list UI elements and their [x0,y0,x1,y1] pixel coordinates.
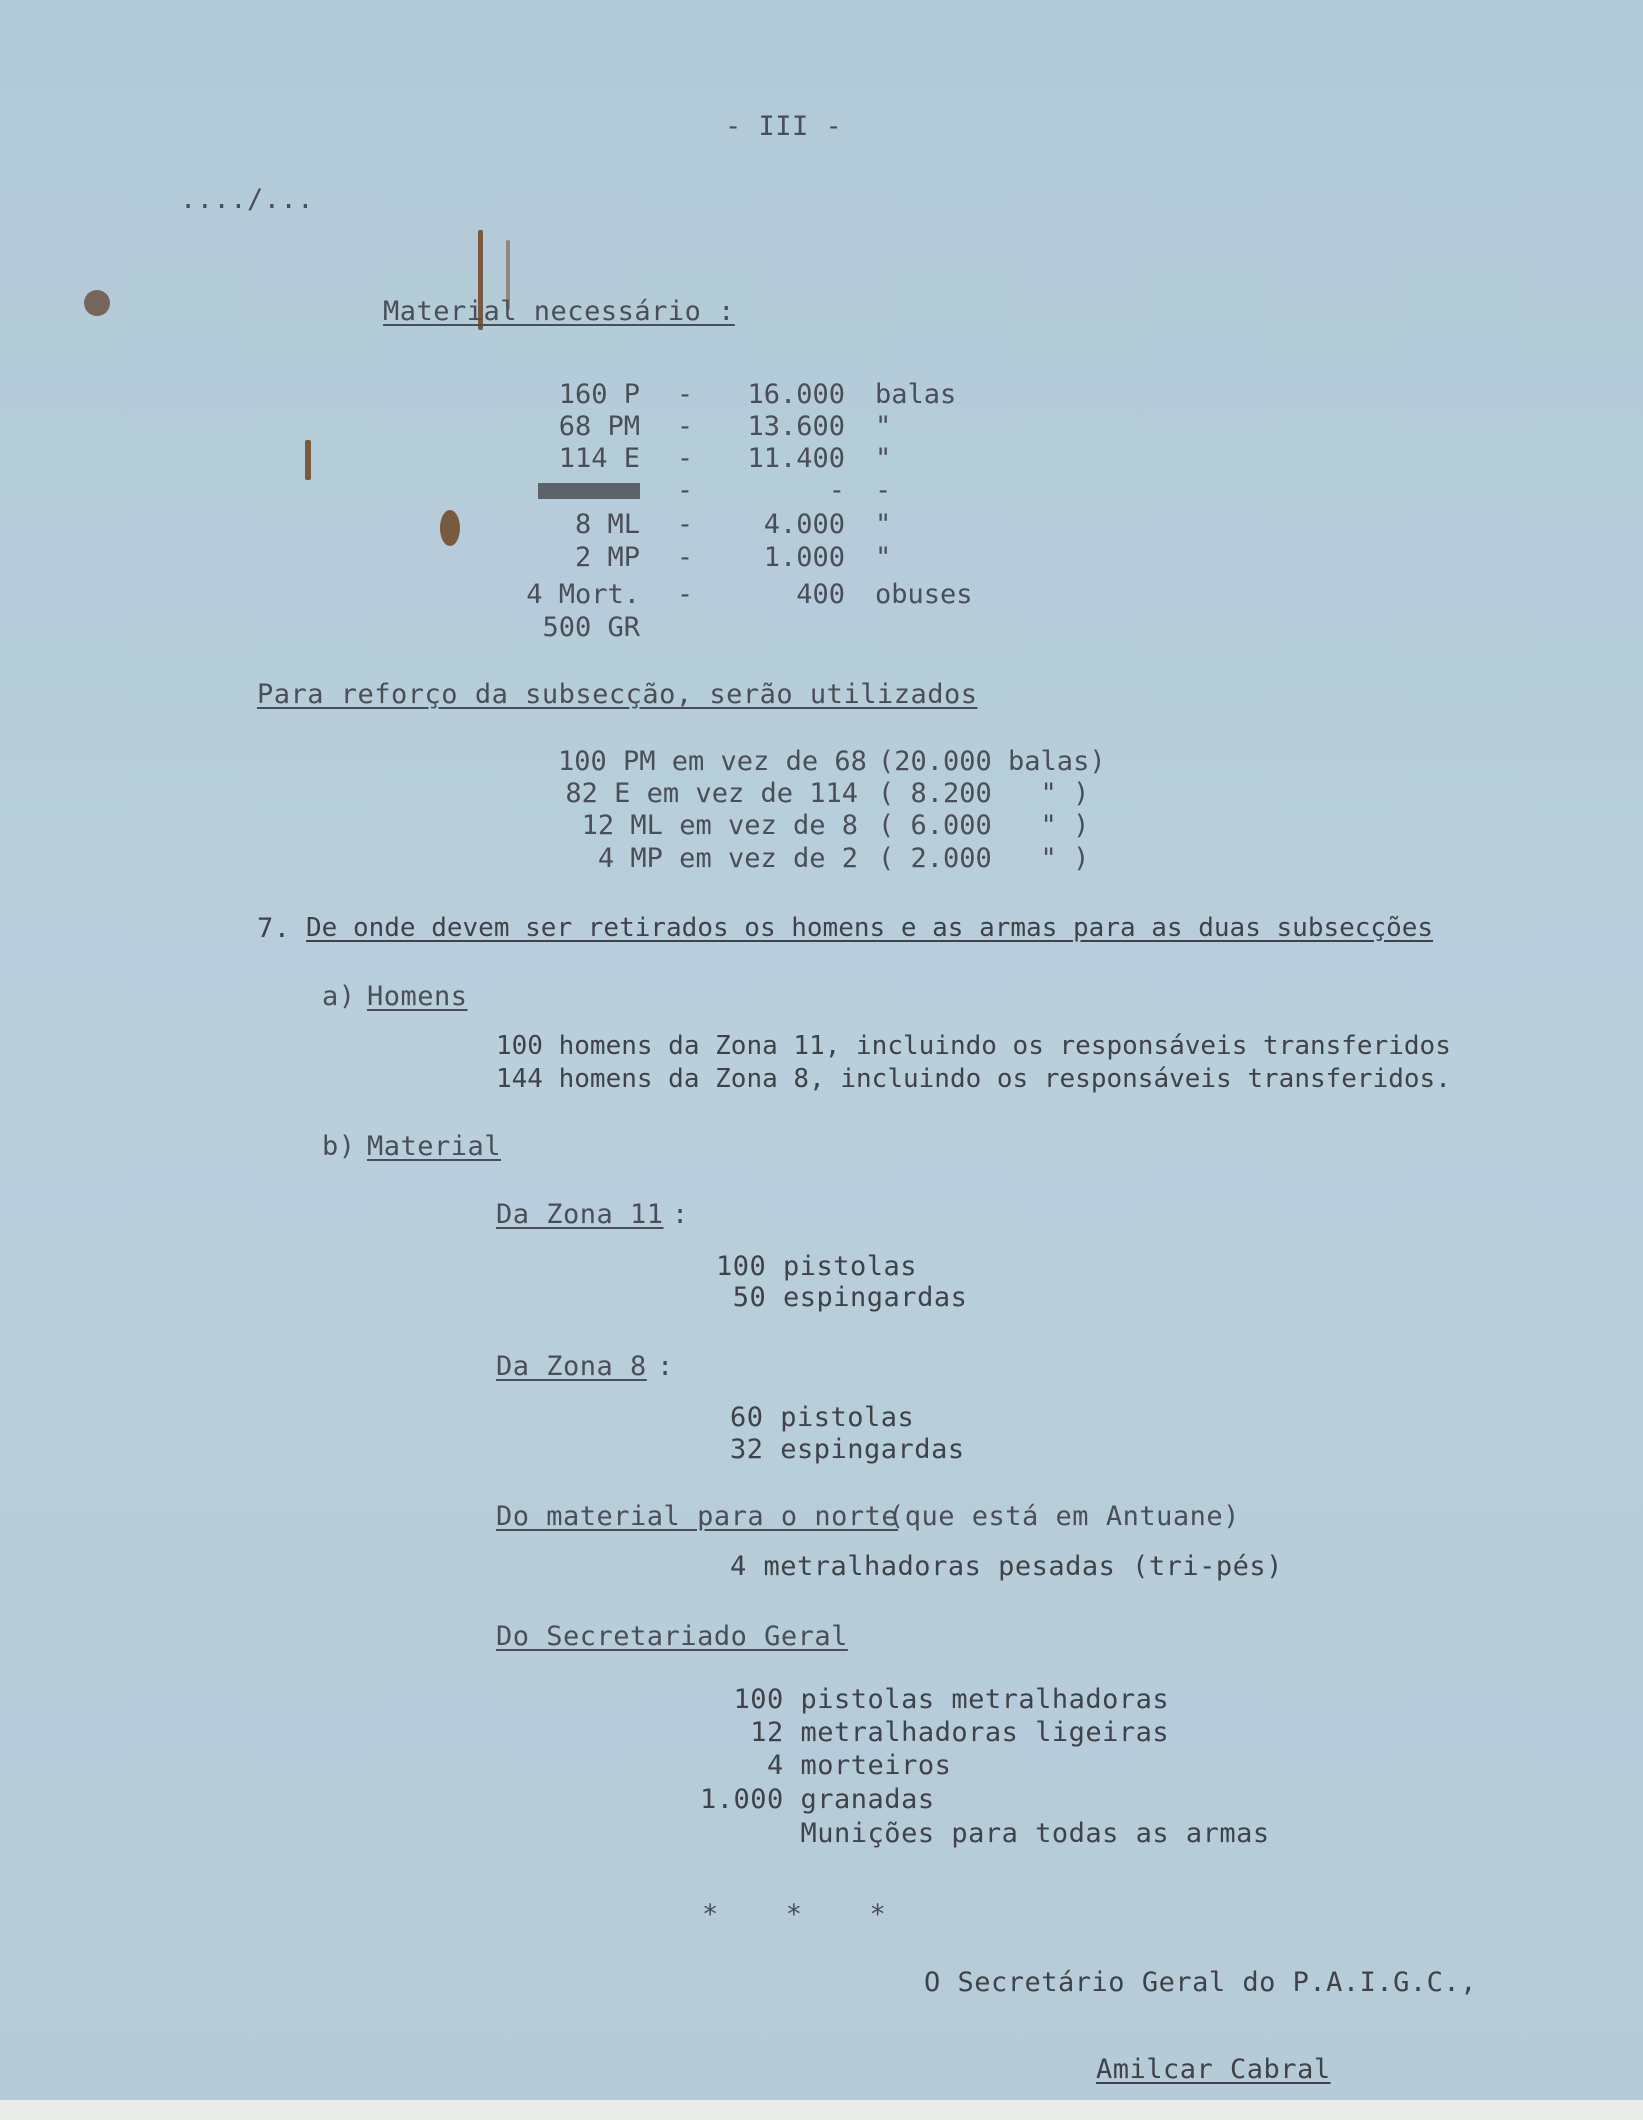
secretariado-item: Munições para todas as armas [700,1818,1270,1849]
reforco-row [558,745,1148,778]
ink-stain [84,290,110,316]
page-number: - III - [725,111,843,142]
material-amount: 4.000 [763,509,845,540]
material-dash: - [676,542,694,573]
material-amount: 1.000 [763,542,845,573]
material-dash: - [676,475,694,506]
zona11-colon: : [672,1199,689,1230]
zona11-title: Da Zona 11 [496,1199,664,1230]
section-title: De onde devem ser retirados os homens e as armas para as duas subsecções [306,913,1434,943]
material-unit: " [875,411,892,442]
zona8-item: 32 espingardas [730,1434,965,1465]
material-unit: " [875,509,892,540]
material-unit: " [875,542,892,573]
material-amount: 11.400 [747,443,845,474]
reforco-row [558,809,1148,842]
scan-edge [0,2100,1643,2120]
material-qty: 500 GR [542,612,640,643]
reforco-left: 100 PM em vez de 68 [558,746,867,777]
material-row [510,378,995,411]
material-unit: " [875,443,892,474]
rust-mark [440,510,460,546]
subsection-a-title: Homens [367,981,468,1012]
material-unit: - [875,475,892,506]
material-title: Material necessário : [383,296,735,327]
material-row [510,611,640,644]
material-row [510,578,995,611]
strikeout-block [538,483,640,499]
material-qty: 114 E [558,443,640,474]
zona11-item: 50 espingardas [716,1282,968,1313]
material-dash: - [676,579,694,610]
material-row [510,410,995,443]
secretariado-item: 12 metralhadoras ligeiras [700,1717,1170,1748]
reforco-left: 12 ML em vez de 8 [581,810,858,841]
material-row [510,508,995,541]
material-row [510,442,995,475]
material-qty: 160 P [558,379,640,410]
material-unit: obuses [875,579,973,610]
subsection-b-title: Material [367,1131,502,1162]
reforco-right: ( 6.000 " ) [878,810,1090,841]
zona8-title: Da Zona 8 [496,1351,647,1382]
reforco-title: Para reforço da subsecção, serão utilizados [257,679,978,710]
secretariado-item: 100 pistolas metralhadoras [700,1684,1170,1715]
material-dash: - [676,509,694,540]
material-qty: 4 Mort. [526,579,640,610]
reforco-row [558,777,1148,810]
signature-title: O Secretário Geral do P.A.I.G.C., [924,1967,1477,1998]
material-amount: - [828,475,845,506]
norte-item: 4 metralhadoras pesadas (tri-pés) [730,1551,1283,1582]
norte-note: (que está em Antuane) [888,1501,1240,1532]
material-qty: 2 MP [574,542,640,573]
material-amount: 400 [796,579,845,610]
secretariado-title: Do Secretariado Geral [496,1621,848,1652]
reforco-row [558,842,1148,875]
material-dash: - [676,379,694,410]
material-qty: 8 ML [574,509,640,540]
subsection-b-label: b) [322,1131,356,1162]
homens-line: 144 homens da Zona 8, incluindo os responsáveis transferidos. [496,1064,1451,1094]
separator: * * * [702,1899,887,1930]
section-number: 7. [257,913,291,944]
norte-title: Do material para o norte [496,1501,899,1532]
zona8-colon: : [657,1351,674,1382]
material-qty: 68 PM [558,411,640,442]
continuation-mark: ..../... [180,184,315,215]
material-dash: - [676,443,694,474]
reforco-right: ( 2.000 " ) [878,843,1090,874]
rust-mark [305,440,311,480]
material-dash: - [676,411,694,442]
zona11-item: 100 pistolas [716,1251,918,1282]
reforco-right: ( 8.200 " ) [878,778,1090,809]
reforco-left: 82 E em vez de 114 [565,778,858,809]
reforco-right: (20.000 balas) [878,746,1106,777]
reforco-left: 4 MP em vez de 2 [597,843,858,874]
homens-line: 100 homens da Zona 11, incluindo os responsáveis transferidos [496,1031,1451,1061]
zona8-item: 60 pistolas [730,1402,915,1433]
subsection-a-label: a) [322,981,356,1012]
material-unit: balas [875,379,957,410]
secretariado-item: 1.000 granadas [700,1784,935,1815]
material-amount: 13.600 [747,411,845,442]
secretariado-item: 4 morteiros [700,1750,952,1781]
material-amount: 16.000 [747,379,845,410]
signature-name: Amilcar Cabral [1096,2054,1331,2085]
material-row [510,541,995,574]
